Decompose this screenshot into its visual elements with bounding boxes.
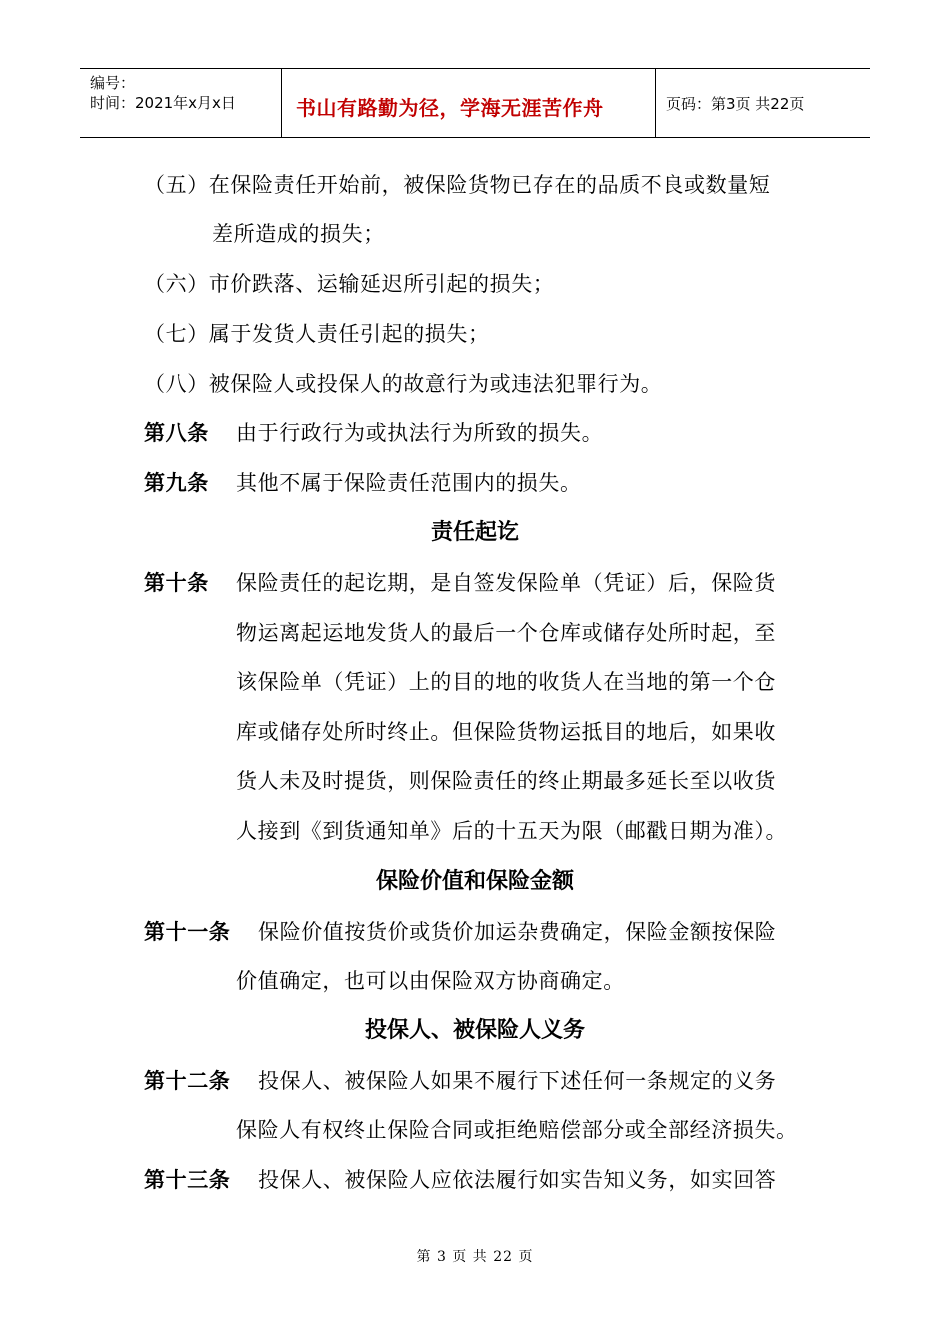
article-8-text: 由于行政行为或执法行为所致的损失。 <box>236 421 604 445</box>
article-12-label: 第十二条 <box>144 1069 231 1093</box>
section-heading-insured-value: 保险价值和保险金额 <box>375 869 574 894</box>
article-13-label: 第十三条 <box>144 1168 231 1192</box>
article-9-text: 其他不属于保险责任范围内的损失。 <box>236 471 582 495</box>
list-item-6: （六）市价跌落、运输延迟所引起的损失； <box>144 272 555 296</box>
article-10-line: 保险责任的起讫期，是自签发保险单（凭证）后，保险货 <box>236 571 776 595</box>
article-10-line: 物运离起运地发货人的最后一个仓库或储存处所时起，至 <box>236 621 776 645</box>
list-item-5-continued: 差所造成的损失； <box>212 222 385 246</box>
document-date-label: 时间：2021年x月x日 <box>90 94 236 112</box>
article-12-line: 保险人有权终止保险合同或拒绝赔偿部分或全部经济损失。 <box>236 1118 798 1142</box>
list-item-8: （八）被保险人或投保人的故意行为或违法犯罪行为。 <box>144 372 663 396</box>
article-8-label: 第八条 <box>144 421 209 445</box>
page-header <box>80 68 870 138</box>
article-13-line: 投保人、被保险人应依法履行如实告知义务，如实回答 <box>258 1168 777 1192</box>
article-9-label: 第九条 <box>144 471 209 495</box>
article-10-line: 人接到《到货通知单》后的十五天为限（邮戳日期为准）。 <box>236 819 788 843</box>
header-meta-cell <box>80 69 282 137</box>
article-10-label: 第十条 <box>144 571 209 595</box>
section-heading-liability-period: 责任起讫 <box>430 520 519 545</box>
header-page-info: 页码：第3页 共22页 <box>666 95 805 113</box>
list-item-5: （五）在保险责任开始前，被保险货物已存在的品质不良或数量短 <box>144 173 771 197</box>
article-12-line: 投保人、被保险人如果不履行下述任何一条规定的义务 <box>258 1069 777 1093</box>
header-motto-cell <box>282 69 656 137</box>
article-11-label: 第十一条 <box>144 920 231 944</box>
article-11-line: 价值确定，也可以由保险双方协商确定。 <box>236 969 625 993</box>
header-page-cell <box>656 69 870 137</box>
article-10-line: 库或储存处所时终止。但保险货物运抵目的地后，如果收 <box>236 720 776 744</box>
list-item-7: （七）属于发货人责任引起的损失； <box>144 322 490 346</box>
page-footer: 第 3 页 共 22 页 <box>416 1249 534 1265</box>
article-10-line: 该保险单（凭证）上的目的地的收货人在当地的第一个仓 <box>236 670 776 694</box>
section-heading-obligations: 投保人、被保险人义务 <box>364 1018 585 1043</box>
document-number-label: 编号： <box>90 74 136 92</box>
header-motto: 书山有路勤为径，学海无涯苦作舟 <box>296 96 604 120</box>
article-11-line: 保险价值按货价或货价加运杂费确定，保险金额按保险 <box>258 920 777 944</box>
article-10-line: 货人未及时提货，则保险责任的终止期最多延长至以收货 <box>236 769 776 793</box>
